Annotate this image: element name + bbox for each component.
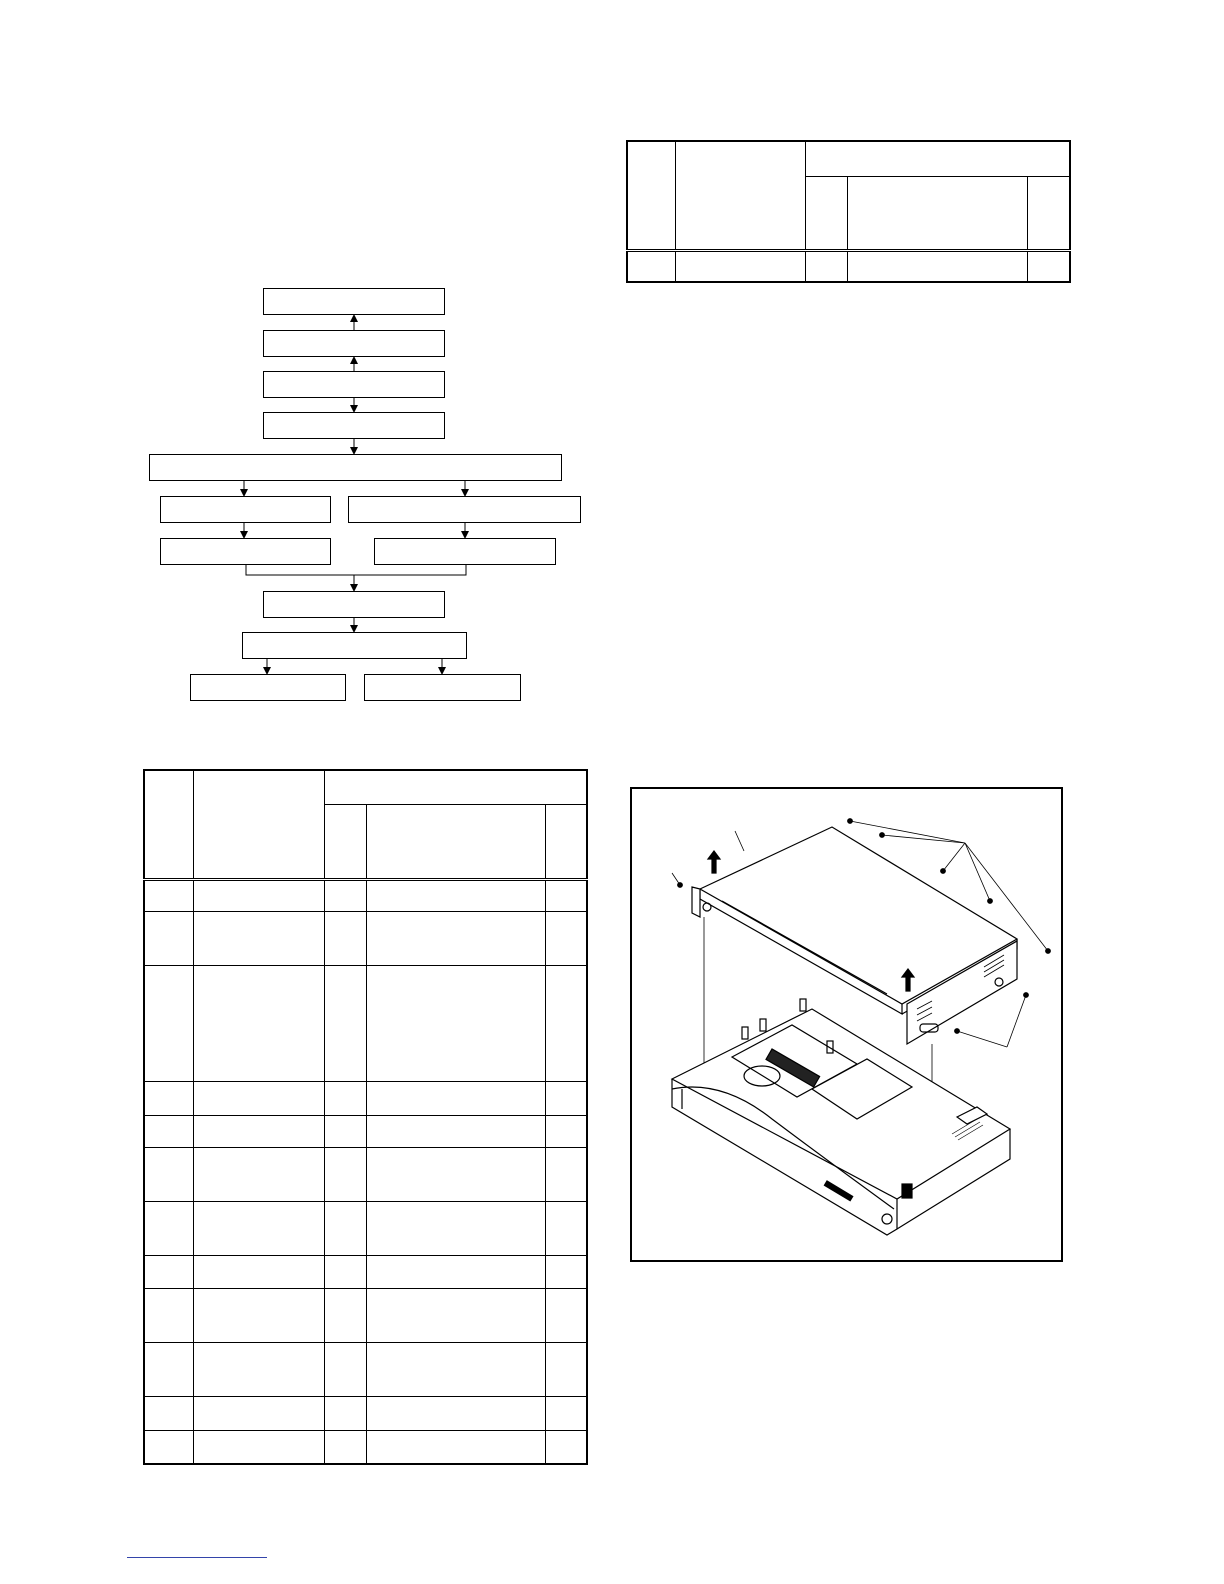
table-row xyxy=(627,250,1070,282)
table-row xyxy=(144,1342,587,1396)
table-row xyxy=(144,911,587,965)
header-cell-part xyxy=(193,770,324,879)
table-row xyxy=(144,1288,587,1342)
table-row xyxy=(144,879,587,911)
table-row xyxy=(144,1430,587,1464)
exploded-view-figure xyxy=(630,787,1063,1262)
header-cell-step xyxy=(627,141,675,250)
left-disassembly-table xyxy=(143,769,588,1465)
header-cell-remove xyxy=(366,804,545,879)
merge-bracket xyxy=(246,565,466,575)
top-cover xyxy=(692,827,1017,1044)
footer-link-underline xyxy=(127,1557,267,1558)
header-cell-removal xyxy=(324,770,587,804)
table-row xyxy=(144,1147,587,1201)
top-right-table xyxy=(626,140,1071,283)
header-cell-fig xyxy=(805,176,847,250)
header-cell-part xyxy=(675,141,805,250)
cabinet-removal-drawing xyxy=(632,789,1061,1260)
header-cell-removal xyxy=(805,141,1070,176)
table-row xyxy=(144,1081,587,1115)
header-cell-remove xyxy=(847,176,1027,250)
header-cell-note xyxy=(1027,176,1070,250)
table-row xyxy=(144,1255,587,1288)
header-cell-note xyxy=(545,804,587,879)
table-row xyxy=(144,965,587,1081)
header-cell-step xyxy=(144,770,193,879)
header-cell-fig xyxy=(324,804,366,879)
table-row xyxy=(144,1396,587,1430)
table-row xyxy=(144,1115,587,1147)
table-row xyxy=(144,1201,587,1255)
main-chassis xyxy=(672,999,1010,1235)
